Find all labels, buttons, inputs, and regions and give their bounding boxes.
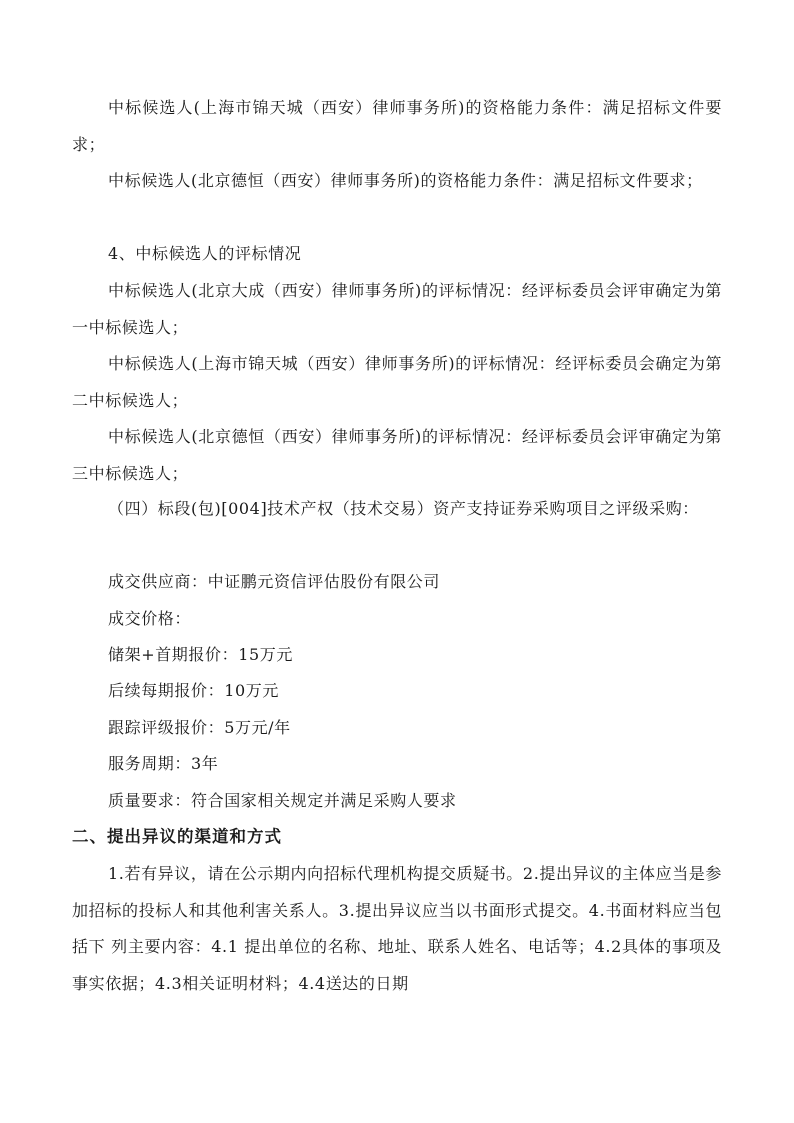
evaluation-jintiancheng: 中标候选人(上海市锦天城（西安）律师事务所)的评标情况：经评标委员会确定为第二中标候选人； [72, 354, 722, 410]
deal-service-period: 服务周期：3年 [108, 754, 219, 773]
section-2-heading: 二、提出异议的渠道和方式 [72, 827, 282, 846]
deal-quality: 质量要求：符合国家相关规定并满足采购人要求 [108, 791, 457, 810]
deal-price-shelf: 储架+首期报价：15万元 [108, 645, 293, 664]
lot-004-heading: （四）标段(包)[004]技术产权（技术交易）资产支持证券采购项目之评级采购： [108, 499, 699, 518]
evaluation-deheng: 中标候选人(北京德恒（西安）律师事务所)的评标情况：经评标委员会评审确定为第三中标候选人； [72, 427, 722, 483]
qualification-deheng: 中标候选人(北京德恒（西安）律师事务所)的资格能力条件：满足招标文件要求； [108, 171, 703, 190]
deal-price-tracking: 跟踪评级报价：5万元/年 [108, 718, 291, 737]
deal-price-followup: 后续每期报价：10万元 [108, 681, 279, 700]
evaluation-dacheng: 中标候选人(北京大成（西安）律师事务所)的评标情况：经评标委员会评审确定为第一中标候选人； [72, 281, 722, 337]
evaluation-subheading: 4、中标候选人的评标情况 [108, 244, 302, 263]
section-2-body: 1.若有异议，请在公示期内向招标代理机构提交质疑书。2.提出异议的主体应当是参加招标的投标人和其他利害关系人。3.提出异议应当以书面形式提交。4.书面材料应当包括下 列主要内容：4.1 提出单位的名称、地址、联系人姓名、电话等；4.2具体的事项及事实依据；4.3相关证明材料；4.4送达的日期 [72, 864, 722, 993]
deal-supplier: 成交供应商：中证鹏元资信评估股份有限公司 [108, 572, 441, 591]
deal-price-label: 成交价格： [108, 609, 192, 628]
qualification-jintiancheng: 中标候选人(上海市锦天城（西安）律师事务所)的资格能力条件：满足招标文件要求； [72, 98, 722, 154]
